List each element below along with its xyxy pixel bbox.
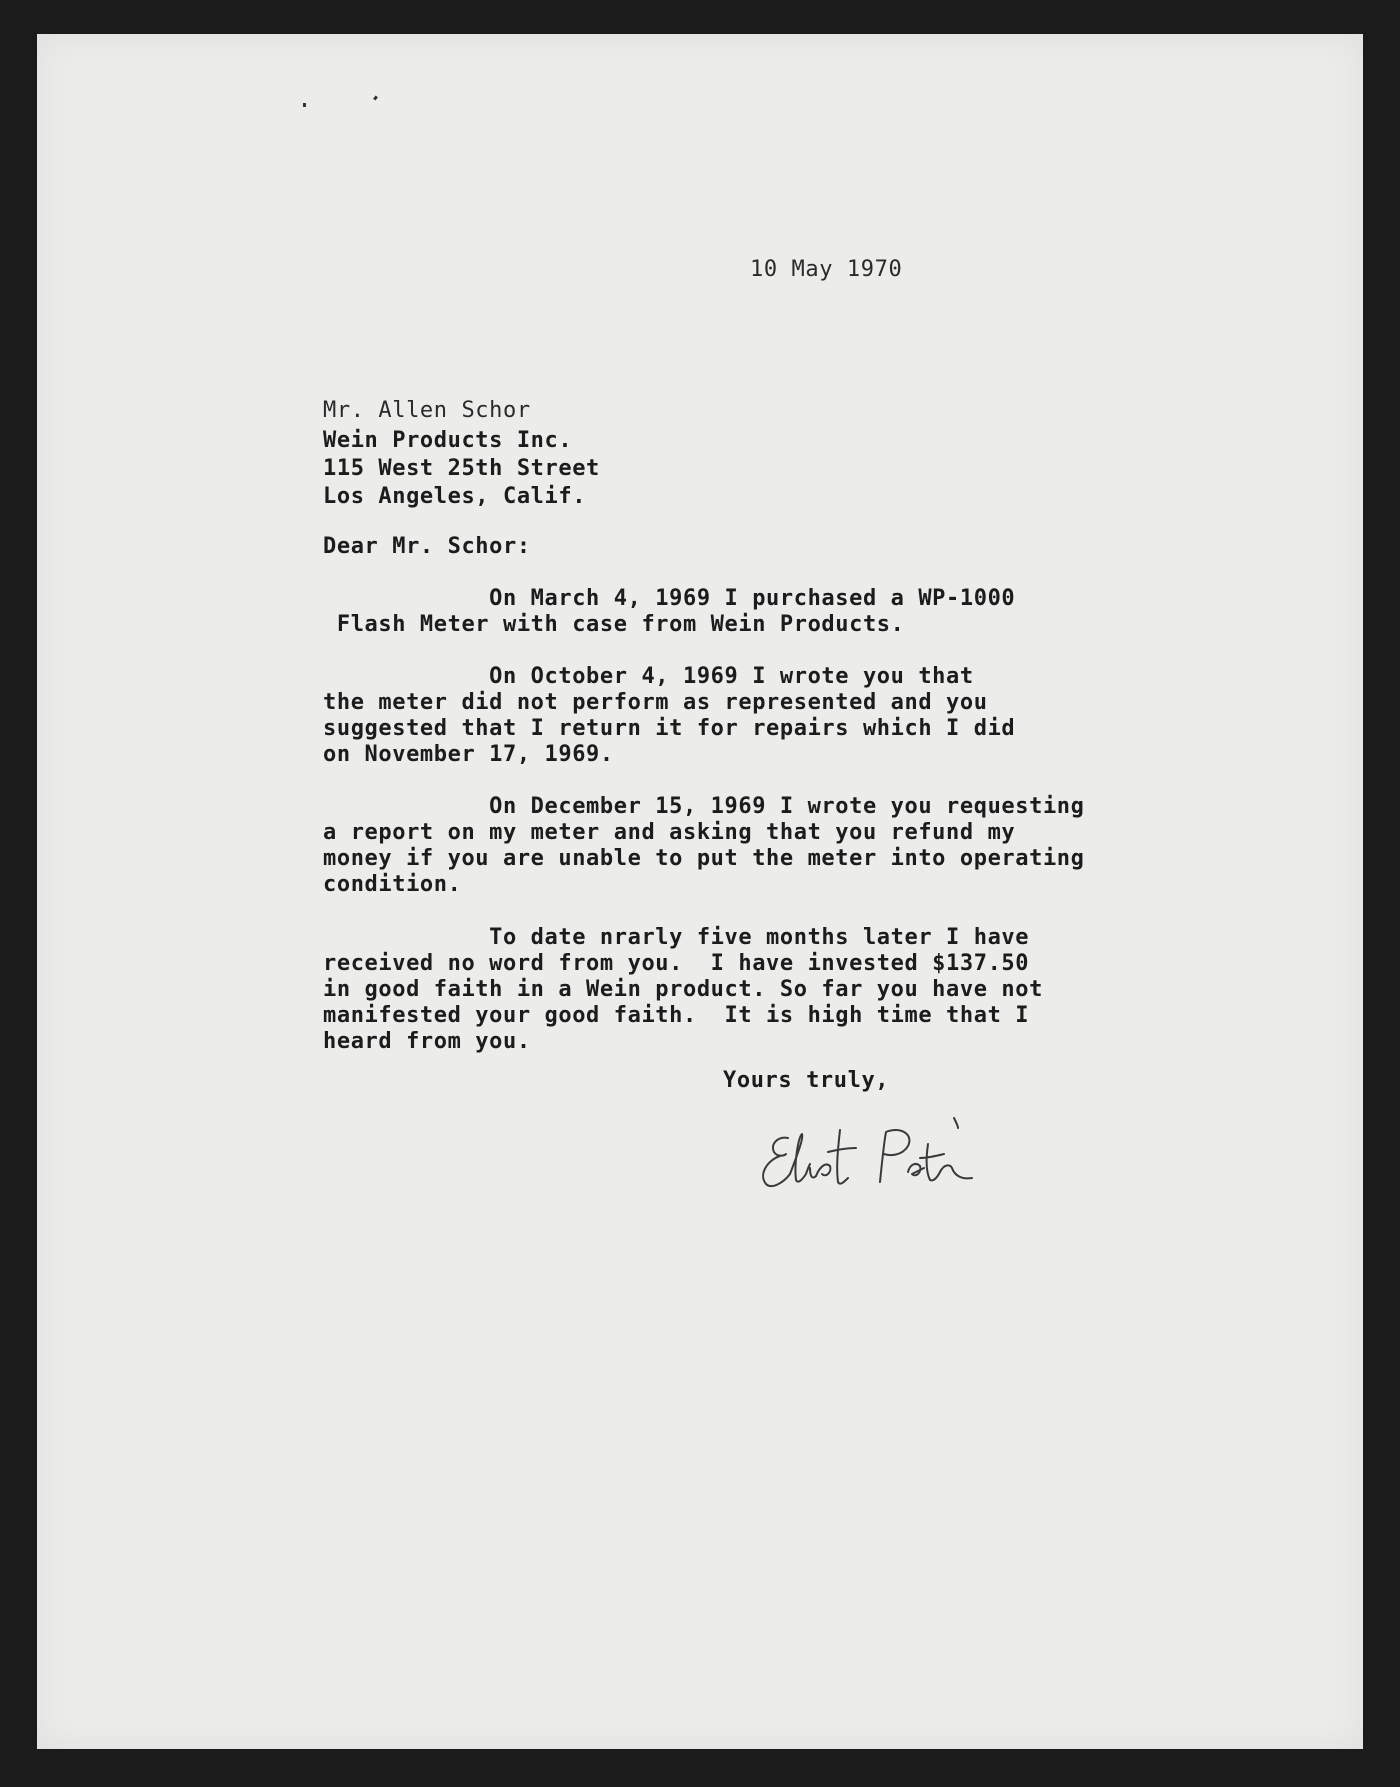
recipient-name: Mr. Allen Schor [323,398,531,423]
body-line: money if you are unable to put the meter into operating [323,846,1085,871]
body-line: heard from you. [323,1029,531,1054]
salutation: Dear Mr. Schor: [323,534,531,559]
closing: Yours truly, [723,1068,890,1093]
body-line: On March 4, 1969 I purchased a WP-1000 [323,586,1016,611]
body-line: in good faith in a Wein product. So far you have not [323,977,1043,1002]
recipient-company: Wein Products Inc. [323,428,573,453]
body-line: a report on my meter and asking that you refund my [323,820,1016,845]
recipient-street: 115 West 25th Street [323,456,600,481]
letter-date: 10 May 1970 [750,257,903,282]
handwritten-signature [740,1108,980,1208]
body-line: the meter did not perform as represented and you [323,690,988,715]
body-line: manifested your good faith. It is high time that I [323,1003,1030,1028]
body-line: condition. [323,872,462,897]
body-line: received no word from you. I have invested $137.50 [323,951,1030,976]
body-line: On December 15, 1969 I wrote you requesting [323,794,1085,819]
recipient-city: Los Angeles, Calif. [323,484,587,509]
body-line: Flash Meter with case from Wein Products. [323,612,905,637]
body-line: suggested that I return it for repairs which I did [323,716,1016,741]
body-line: To date nrarly five months later I have [323,925,1030,950]
stray-mark [303,103,306,107]
body-line: On October 4, 1969 I wrote you that [323,664,974,689]
body-line: on November 17, 1969. [323,742,614,767]
letter-page [37,34,1363,1749]
